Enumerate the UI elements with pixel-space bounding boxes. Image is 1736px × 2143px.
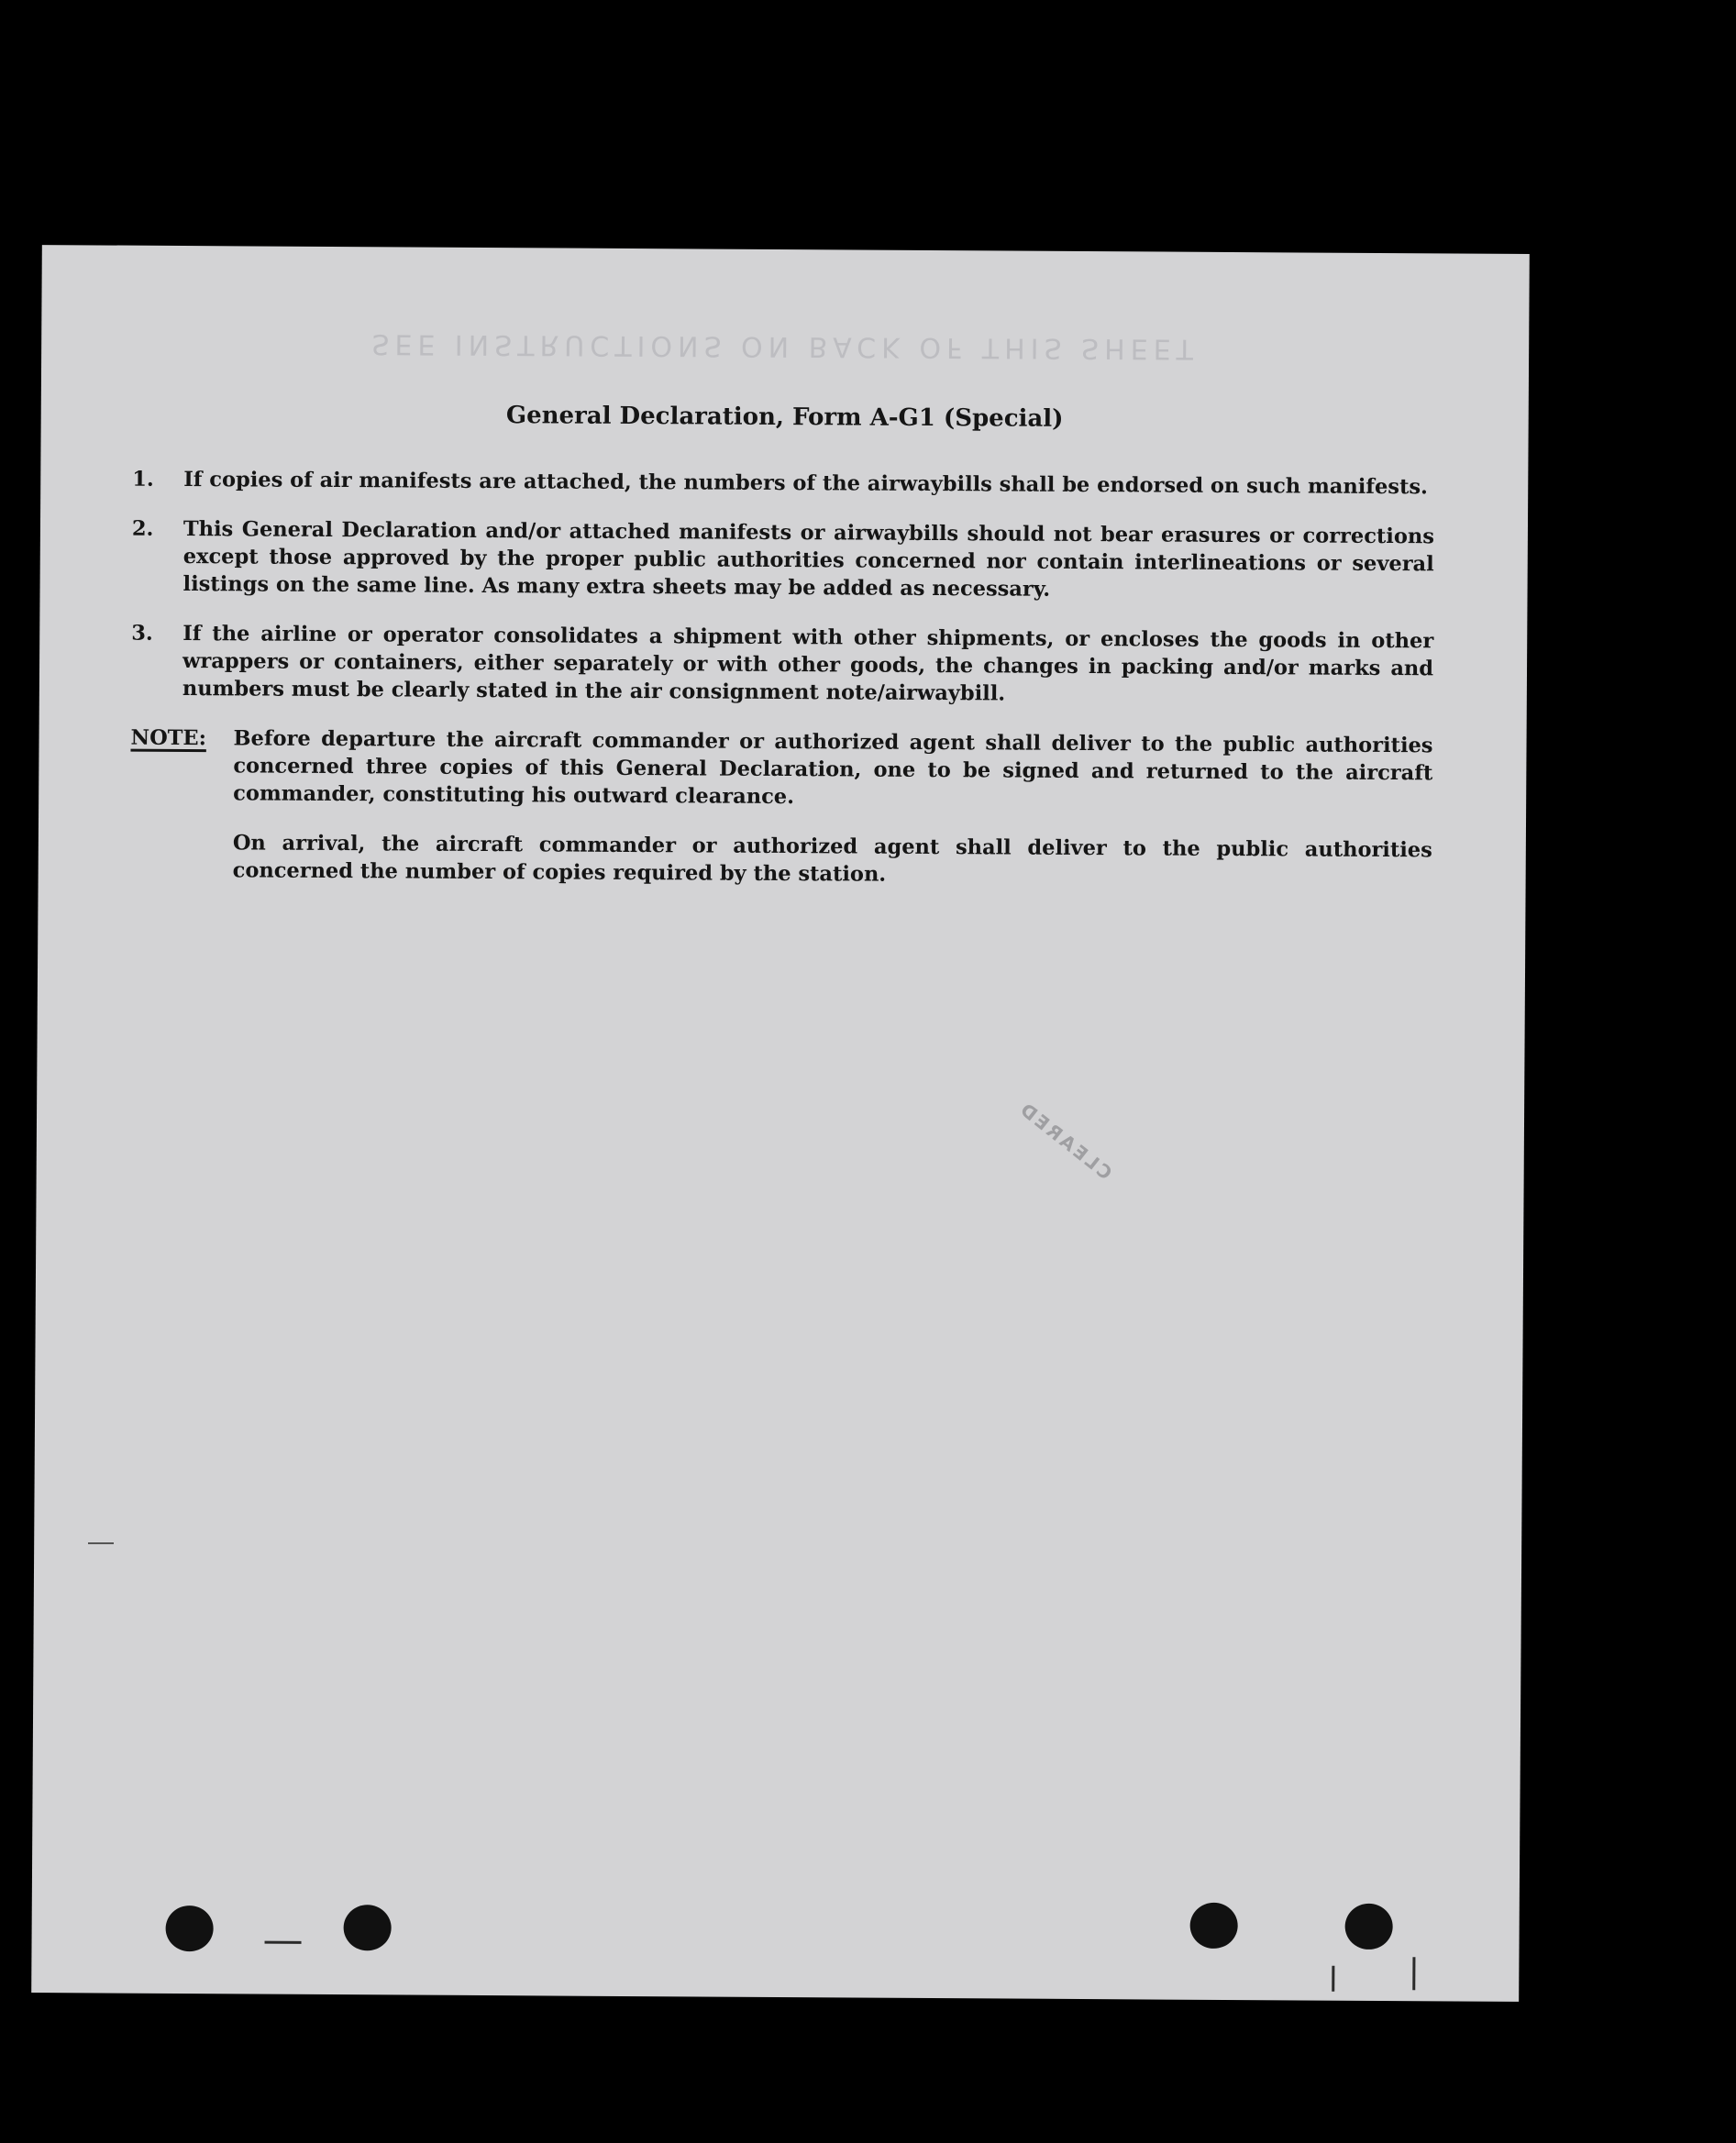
faded-stamp: CLEARED: [1013, 1097, 1117, 1185]
instruction-item-2: [131, 515, 1434, 606]
document-page: [31, 245, 1530, 2002]
punch-hole-left-2: [343, 1905, 391, 1950]
instruction-item-3: [131, 620, 1434, 711]
punch-hole-left-1: [165, 1906, 213, 1951]
punch-hole-right-1: [1190, 1903, 1238, 1949]
item-text: If the airline or operator consolidates a shipment with other shipments, or encloses the goods in other wrappers or containers, either separately or with other goods, the changes in packing and/or marks and numbers must be clearly stated in the air consignment note/airwaybill.: [182, 622, 1434, 706]
item-number: 2.: [131, 516, 154, 541]
instruction-item-1: [132, 466, 1434, 502]
item-text: This General Declaration and/or attached manifests or airwaybills should not bear erasures or corrections except those approved by the proper public authorities concerned nor contain interlineations or several listings on the same line. As many extra sheets may be added as necessary.: [182, 517, 1435, 602]
item-text: If copies of air manifests are attached, the numbers of the airwaybills shall be endorsed on such manifests.: [183, 468, 1428, 500]
item-number: 1.: [132, 467, 154, 492]
item-number: 3.: [131, 621, 153, 646]
page-title: General Declaration, Form A-G1 (Special): [505, 402, 1064, 433]
punch-hole-right-2: [1345, 1904, 1393, 1950]
note-label: NOTE:: [130, 725, 207, 751]
scratch-mark: [1412, 1957, 1415, 1990]
margin-mark: [88, 1542, 114, 1544]
bleed-through-text: SEE INSTRUCTIONS ON BACK OF THIS SHEET: [371, 327, 1200, 365]
note-paragraph-1: Before departure the aircraft commander or authorized agent shall deliver to the public authorities concerned three copies of this General Declaration, one to be signed and returned to the aircraft commander, constituting his outward clearance.: [233, 726, 1433, 810]
scratch-mark: [265, 1941, 302, 1944]
scratch-mark: [1332, 1966, 1334, 1992]
note-paragraph-2: On arrival, the aircraft commander or authorized agent shall deliver to the public authorities concerned the number of copies required by the station.: [232, 831, 1432, 887]
note-section: [130, 724, 1433, 892]
